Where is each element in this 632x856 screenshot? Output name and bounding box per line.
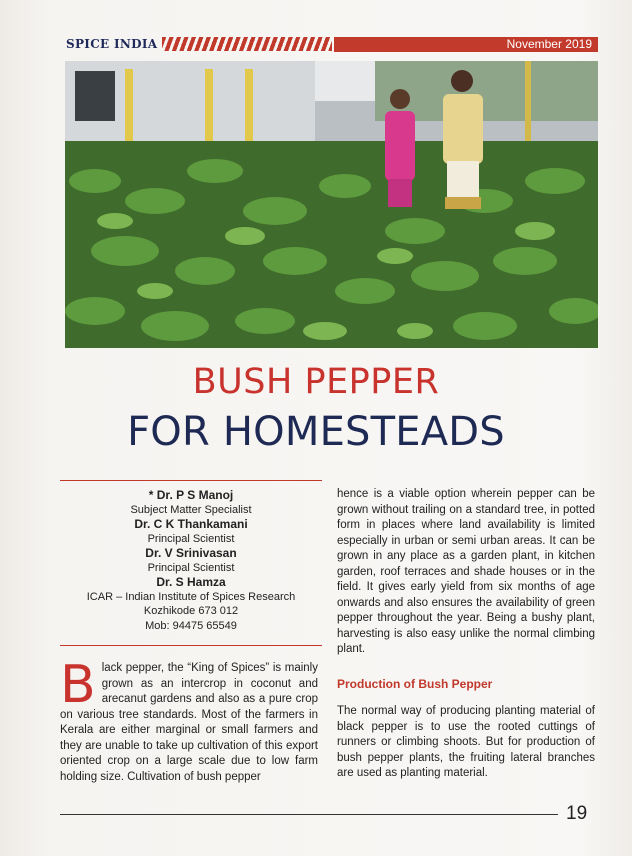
- continued-text: hence is a viable option wherein pepper can be grown without trailing on a standard tree, in potted form in places where land availability is limited especially in urban or semi urban areas. It can be grown in any place as a garden plant, in kitchen garden, roof terraces and shade houses or in the field. It gives early yield from six months of age onwards and also ensures the availability of green pepper throughout the year. Being a bushy plant, harvesting is also easy unlike the normal climbing plant.: [337, 488, 595, 655]
- intro-text: lack pepper, the “King of Spices” is mainly grown as an intercrop in coconut and arecanut gardens and also as a pure crop on various tree standards. Most of the farmers in Kerala are either marginal or small farmers and they are unable to take up cultivation of this export oriented crop on a large scale due to low farm holding size. Cultivation of bush pepper: [60, 662, 318, 783]
- article-continued: [337, 487, 595, 658]
- author-role: Subject Matter Specialist: [130, 503, 252, 516]
- article-title-line2: FOR HOMESTEADS: [127, 409, 505, 455]
- author-name: Dr. S Hamza: [156, 575, 226, 589]
- author-name: * Dr. P S Manoj: [148, 488, 234, 502]
- photo-illustration: [65, 61, 598, 348]
- article-photo: [65, 61, 598, 348]
- production-paragraph: The normal way of producing planting material of black pepper is to use the rooted cuttings of runners or climbing shoots. But for production of bush pepper plants, the fruiting lateral branches are used as planting material.: [337, 705, 595, 779]
- author-top-rule: [60, 480, 322, 481]
- article-title-line1: BUSH PEPPER: [192, 362, 440, 402]
- mobile-number: Mob: 94475 65549: [145, 619, 237, 632]
- drop-cap: B: [60, 655, 96, 715]
- institute: ICAR – Indian Institute of Spices Research: [86, 590, 296, 603]
- address: Kozhikode 673 012: [143, 605, 239, 617]
- author-bottom-rule: [60, 645, 322, 646]
- author-role: Principal Scientist: [147, 532, 235, 545]
- author-block: [60, 488, 322, 633]
- article-intro: [60, 655, 318, 785]
- page-number: 19: [566, 803, 588, 824]
- issue-date: November 2019: [506, 37, 592, 51]
- section-heading: Production of Bush Pepper: [337, 677, 493, 691]
- magazine-name: SPICE INDIA: [66, 37, 158, 51]
- footer-rule: [60, 814, 558, 815]
- author-role: Principal Scientist: [147, 561, 235, 574]
- author-name: Dr. C K Thankamani: [134, 517, 248, 531]
- header-stripes: [162, 37, 332, 51]
- author-name: Dr. V Srinivasan: [145, 546, 237, 560]
